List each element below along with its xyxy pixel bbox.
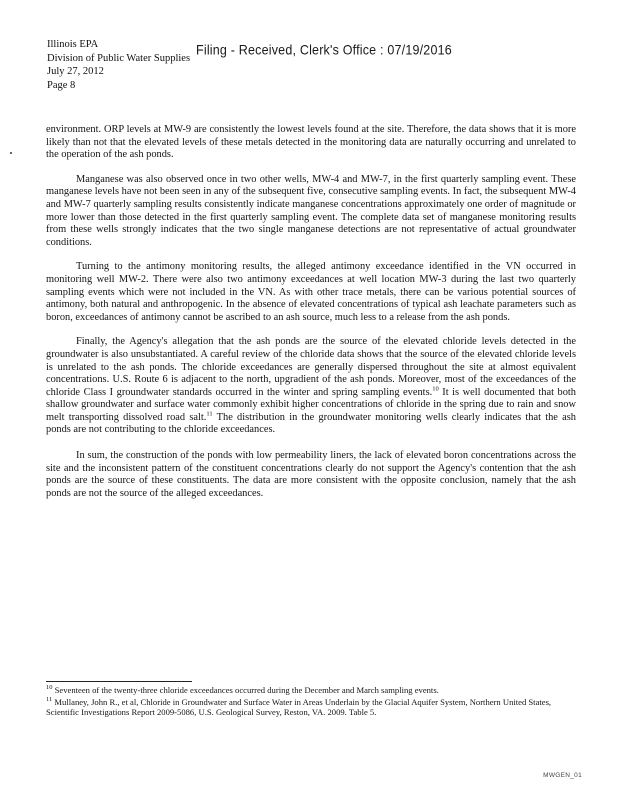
filing-stamp: Filing - Received, Clerk's Office : 07/19/2016 [196, 42, 452, 58]
letterhead-division: Division of Public Water Supplies [47, 52, 191, 64]
letterhead-date: July 27, 2012 [47, 66, 104, 77]
paragraph-conclusion: In sum, the construction of the ponds with low permeability liners, the lack of elevated boron concentrations across the site and the inconsistent pattern of the constituent concentrations clearly do not support the Agency's contention that the ash ponds are the source of these constituents. The data are more consistent with the opposite conclusion, namely that the ash ponds are not the source of the alleged exceedances. [46, 450, 576, 499]
footnote-ref-11: 11 [206, 410, 213, 418]
footnote-10 [46, 685, 576, 696]
letterhead-agency: Illinois EPA [47, 39, 99, 50]
footnote-10-text: Seventeen of the twenty-three chloride exceedances occurred during the December and March sampling events. [52, 685, 439, 695]
document-body [46, 124, 576, 512]
footnotes [46, 685, 576, 719]
scan-speck [10, 152, 12, 154]
paragraph-antimony: Turning to the antimony monitoring results, the alleged antimony exceedance identified in the VN occurred in monitoring well MW-2. There were also two antimony exceedances at well location MW-3 during the last two quarterly sampling events which were not included in the VN. As with other trace metals, there can be various potential sources of antimony, both natural and anthropogenic. In the absence of elevated concentrations of typical ash leachate parameters such as boron, exceedances of antimony cannot be ascribed to an ash source, much less to a release from the ash ponds. [46, 261, 576, 323]
footnote-divider [46, 681, 192, 682]
footnote-10-marker: 10 [46, 684, 53, 692]
letterhead-page-number: Page 8 [47, 79, 76, 91]
paragraph-orp-levels: environment. ORP levels at MW-9 are consistently the lowest levels found at the site. Therefore, the data shows that it is more likely than not that the elevated levels of these metals detected in the monitoring data are naturally occurring and unrelated to the operation of the ash ponds. [46, 124, 576, 161]
footnote-11-text: Mullaney, John R., et al, Chloride in Groundwater and Surface Water in Areas Underlain by the Glacial Aquifer System, Northern United States, Scientific Investigations Report 2009-5086, U.S. Geological Survey, Reston, VA. 2009. Table 5. [46, 696, 552, 718]
bates-code: MWGEN_01 [543, 772, 582, 779]
paragraph-chloride-lead: Finally, the Agency's allegation that the ash ponds are the source of the elevated chloride levels detected in the groundwater is also unsubstantiated. A careful review of the chloride data shows that the source of the elevated chloride levels is unrelated to the ash ponds. The chloride exceedances are generally dispersed throughout the site at almost equivalent concentrations. U.S. Route 6 is adjacent to the north, upgradient of the ash ponds. Moreover, most of the exceedances of the chloride Class I groundwater standards occurred in the winter and spring sampling events. [46, 336, 576, 398]
paragraph-chloride-middle: It is well documented that both shallow groundwater and surface water commonly exhibit higher concentrations of chloride in the spring due to rain and snow melt transporting dissolved road salt. [46, 386, 576, 423]
letterhead [47, 38, 190, 92]
paragraph-chloride-tail: The distribution in the groundwater monitoring wells clearly indicates that the ash ponds are not contributing to the chloride exceedances. [46, 411, 576, 436]
paragraph-chloride [46, 336, 576, 437]
paragraph-manganese: Manganese was also observed once in two other wells, MW-4 and MW-7, in the first quarterly sampling event. These manganese levels have not been seen in any of the subsequent five, consecutive sampling events. In fact, the subsequent MW-4 and MW-7 quarterly sampling results consistently indicate manganese concentrations approximately one order of magnitude or more lower than those detected in the first quarterly sampling event. The complete data set of manganese monitoring results from these wells strongly indicates that the two single manganese detections are not representative of actual groundwater conditions. [46, 173, 576, 248]
footnote-11 [46, 697, 576, 718]
footnote-ref-10: 10 [432, 385, 439, 393]
footnote-11-marker: 11 [46, 695, 53, 703]
